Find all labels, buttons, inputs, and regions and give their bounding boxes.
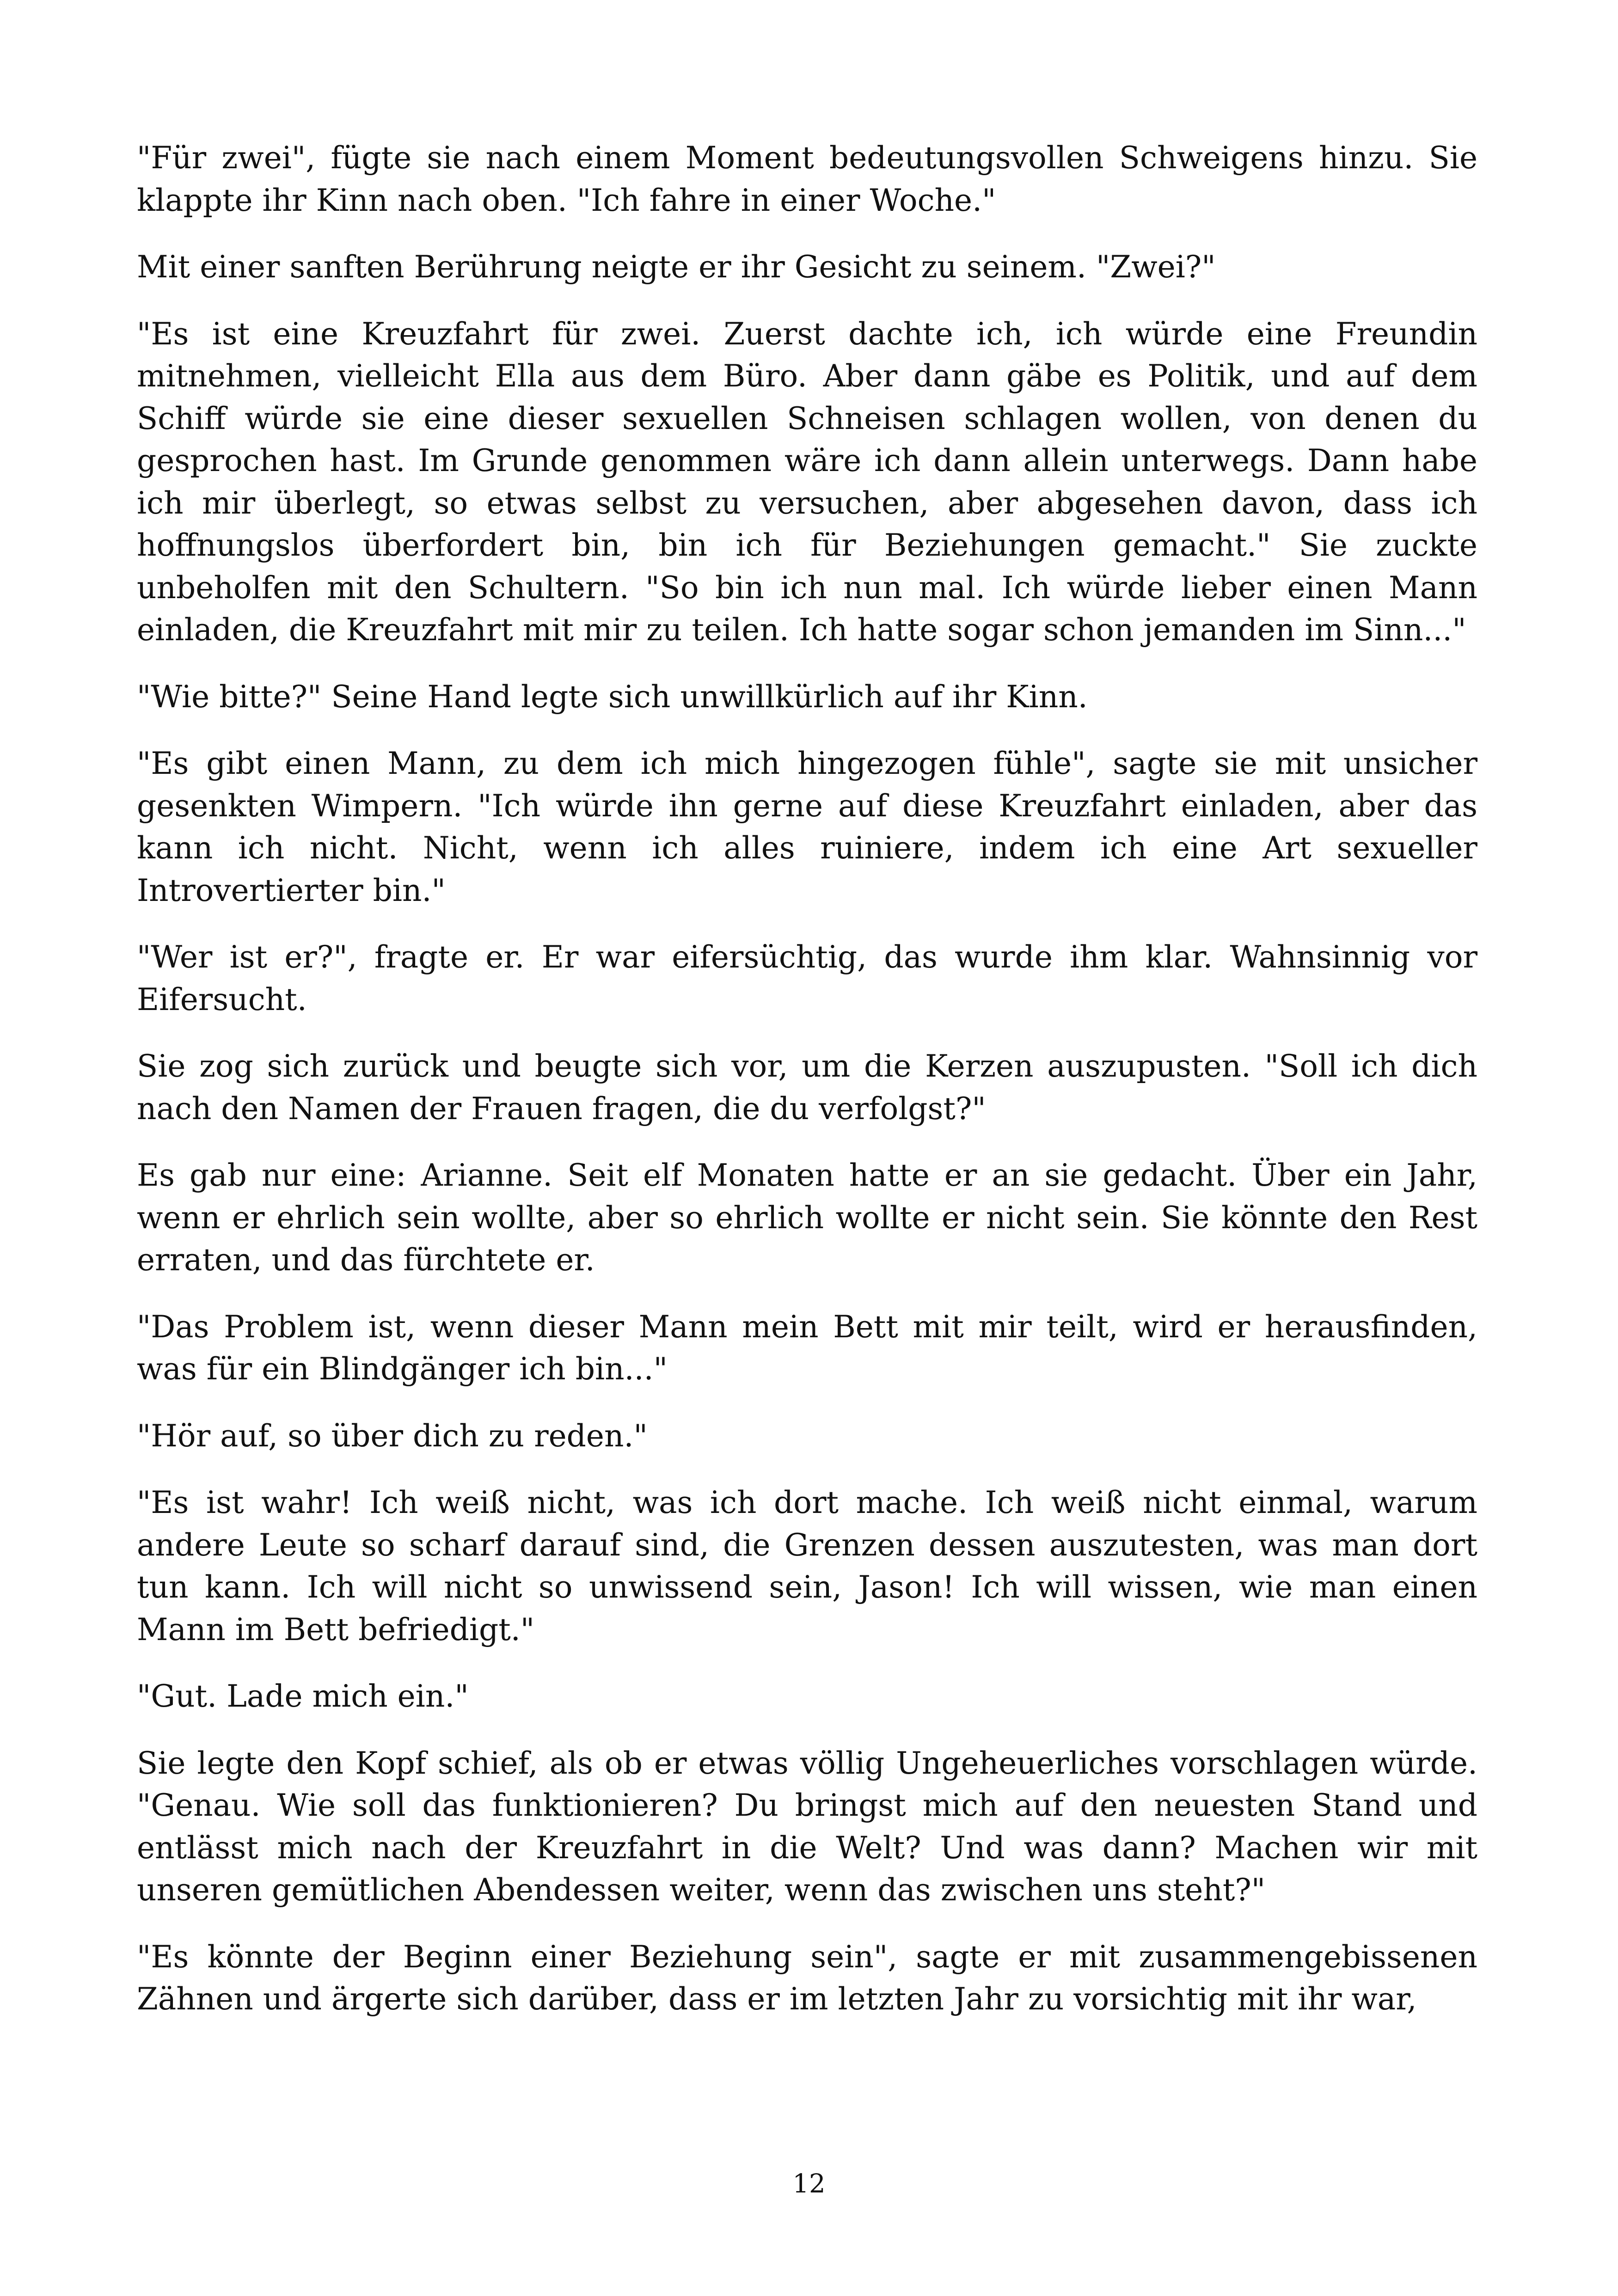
paragraph: Sie legte den Kopf schief, als ob er etwas völlig Ungeheuerliches vorschlagen würde. "Genau. Wie soll das funktionieren? Du bringst mich auf den neuesten Stand und entlässt mich nach der Kreuzfahrt in die Welt? Und was dann? Machen wir mit unseren gemütlichen Abendessen weiter, wenn das zwischen uns steht?" — [137, 1745, 1477, 1908]
paragraph: "Gut. Lade mich ein." — [137, 1678, 469, 1714]
paragraph: "Es gibt einen Mann, zu dem ich mich hingezogen fühle", sagte sie mit unsicher gesenkten Wimpern. "Ich würde ihn gerne auf diese Kreuzfahrt einladen, aber das kann ich nicht. Nicht, wenn ich alles ruiniere, indem ich eine Art sexueller Introvertierter bin." — [137, 746, 1477, 908]
paragraph: "Hör auf, so über dich zu reden." — [137, 1418, 648, 1454]
paragraph: "Es könnte der Beginn einer Beziehung sein", sagte er mit zusammengebissenen Zähnen und ärgerte sich darüber, dass er im letzten Jahr zu vorsichtig mit ihr war, — [137, 1939, 1477, 2017]
body-text — [137, 137, 1477, 2045]
paragraph: "Wie bitte?" Seine Hand legte sich unwillkürlich auf ihr Kinn. — [137, 679, 1088, 715]
paragraph: "Für zwei", fügte sie nach einem Moment bedeutungsvollen Schweigens hinzu. Sie klappte ihr Kinn nach oben. "Ich fahre in einer Woche." — [137, 140, 1477, 218]
paragraph: Es gab nur eine: Arianne. Seit elf Monaten hatte er an sie gedacht. Über ein Jahr, wenn er ehrlich sein wollte, aber so ehrlich wollte er nicht sein. Sie könnte den Rest erraten, und das fürchtete er. — [137, 1157, 1477, 1278]
page-number: 12 — [792, 2169, 826, 2199]
paragraph: "Es ist eine Kreuzfahrt für zwei. Zuerst dachte ich, ich würde eine Freundin mitnehmen, vielleicht Ella aus dem Büro. Aber dann gäbe es Politik, und auf dem Schiff würde sie eine dieser sexuellen Schneisen schlagen wollen, von denen du gesprochen hast. Im Grunde genommen wäre ich dann allein unterwegs. Dann habe ich mir überlegt, so etwas selbst zu versuchen, aber abgesehen davon, dass ich hoffnungslos überfordert bin, bin ich für Beziehungen gemacht." Sie zuckte unbeholfen mit den Schultern. "So bin ich nun mal. Ich würde lieber einen Mann einladen, die Kreuzfahrt mit mir zu teilen. Ich hatte sogar schon jemanden im Sinn..." — [137, 316, 1477, 648]
paragraph: Sie zog sich zurück und beugte sich vor, um die Kerzen auszupusten. "Soll ich dich nach den Namen der Frauen fragen, die du verfolgst?" — [137, 1048, 1477, 1127]
paragraph: "Es ist wahr! Ich weiß nicht, was ich dort mache. Ich weiß nicht einmal, warum andere Leute so scharf darauf sind, die Grenzen dessen auszutesten, was man dort tun kann. Ich will nicht so unwissend sein, Jason! Ich will wissen, wie man einen Mann im Bett befriedigt." — [137, 1485, 1477, 1647]
paragraph: Mit einer sanften Berührung neigte er ihr Gesicht zu seinem. "Zwei?" — [137, 249, 1216, 285]
paragraph: "Wer ist er?", fragte er. Er war eifersüchtig, das wurde ihm klar. Wahnsinnig vor Eifersucht. — [137, 939, 1477, 1017]
paragraph: "Das Problem ist, wenn dieser Mann mein Bett mit mir teilt, wird er herausfinden, was für ein Blindgänger ich bin..." — [137, 1309, 1477, 1387]
